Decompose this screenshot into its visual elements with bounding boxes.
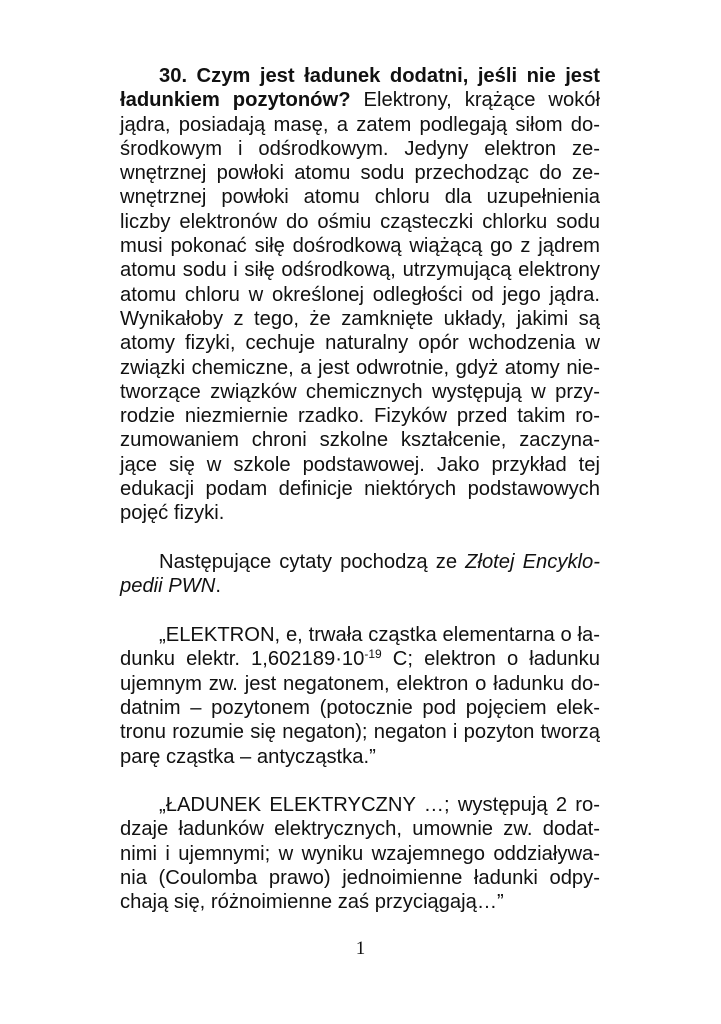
paragraph-text: Następujące cytaty pochodzą ze [159,551,466,574]
quote-text: „ŁADUNEK ELEKTRYCZNY …; występują 2 rodzaje ładunków elektrycznych, umownie zw. dodatnimi i ujemnymi; w wyniku wzajemnego oddziaływania (Coulomba prawo) jednoimienne ładunki odpychają się, różnoimienne zaś przyciągają…” [120,794,600,914]
paragraph-question-30 [120,64,600,526]
question-heading: 30. Czym jest ładunek dodatni, jeśli nie jest ładunkiem pozytonów? [120,65,600,112]
encyclopedia-title: Złotej Encyklopedii PWN [120,551,600,598]
paragraph-text: Elektrony, krążące wokół jądra, posiadają masę, a zatem podlegają siłom dośrodkowym i odśrodkowym. Jedyny elektron zewnętrznej powłoki atomu sodu przechodząc do zewnętrznej powłoki atomu chloru dla uzupełnienia liczby elektronów do ośmiu cząsteczki chlorku sodu musi pokonać siłę dośrodkową wiążącą go z jądrem atomu sodu i siłę odśrodkową, utrzymującą elektrony atomu chloru w określonej odległości od jego jądra. Wynikałoby z tego, że zamknięte układy, jakimi są atomy fizyki, cechuje naturalny opór wchodzenia w związki chemiczne, a jest odwrotnie, gdyż atomy nietworzące związków chemicznych występują w przyrodzie niezmiernie rzadko. Fizyków przed takim rozumowaniem chroni szkolne kształcenie, zaczynające się w szkole podstawowej. Jako przykład tej edukacji podam definicje niektórych podstawowych pojęć fizyki. [120,89,600,525]
paragraph-end: . [215,575,221,598]
quote-electric-charge [120,793,600,914]
page-number: 1 [355,938,366,959]
quote-electron [120,623,600,769]
exponent: -19 [364,647,382,662]
page-body [120,64,600,939]
quote-text-continued: C; elektron o ładunku ujemnym zw. jest negatonem, elektron o ładunku dodatnim – pozytonem (potocznie pod pojęciem elektronu rozumie się negaton); negaton i pozyton tworzą parę cząstka – antycząstka.” [120,648,600,768]
quote-text: „ELEKTRON, e, trwała cząstka elementarna o ładunku elektr. 1,602189·10 [120,624,600,671]
paragraph-source-intro [120,550,600,599]
